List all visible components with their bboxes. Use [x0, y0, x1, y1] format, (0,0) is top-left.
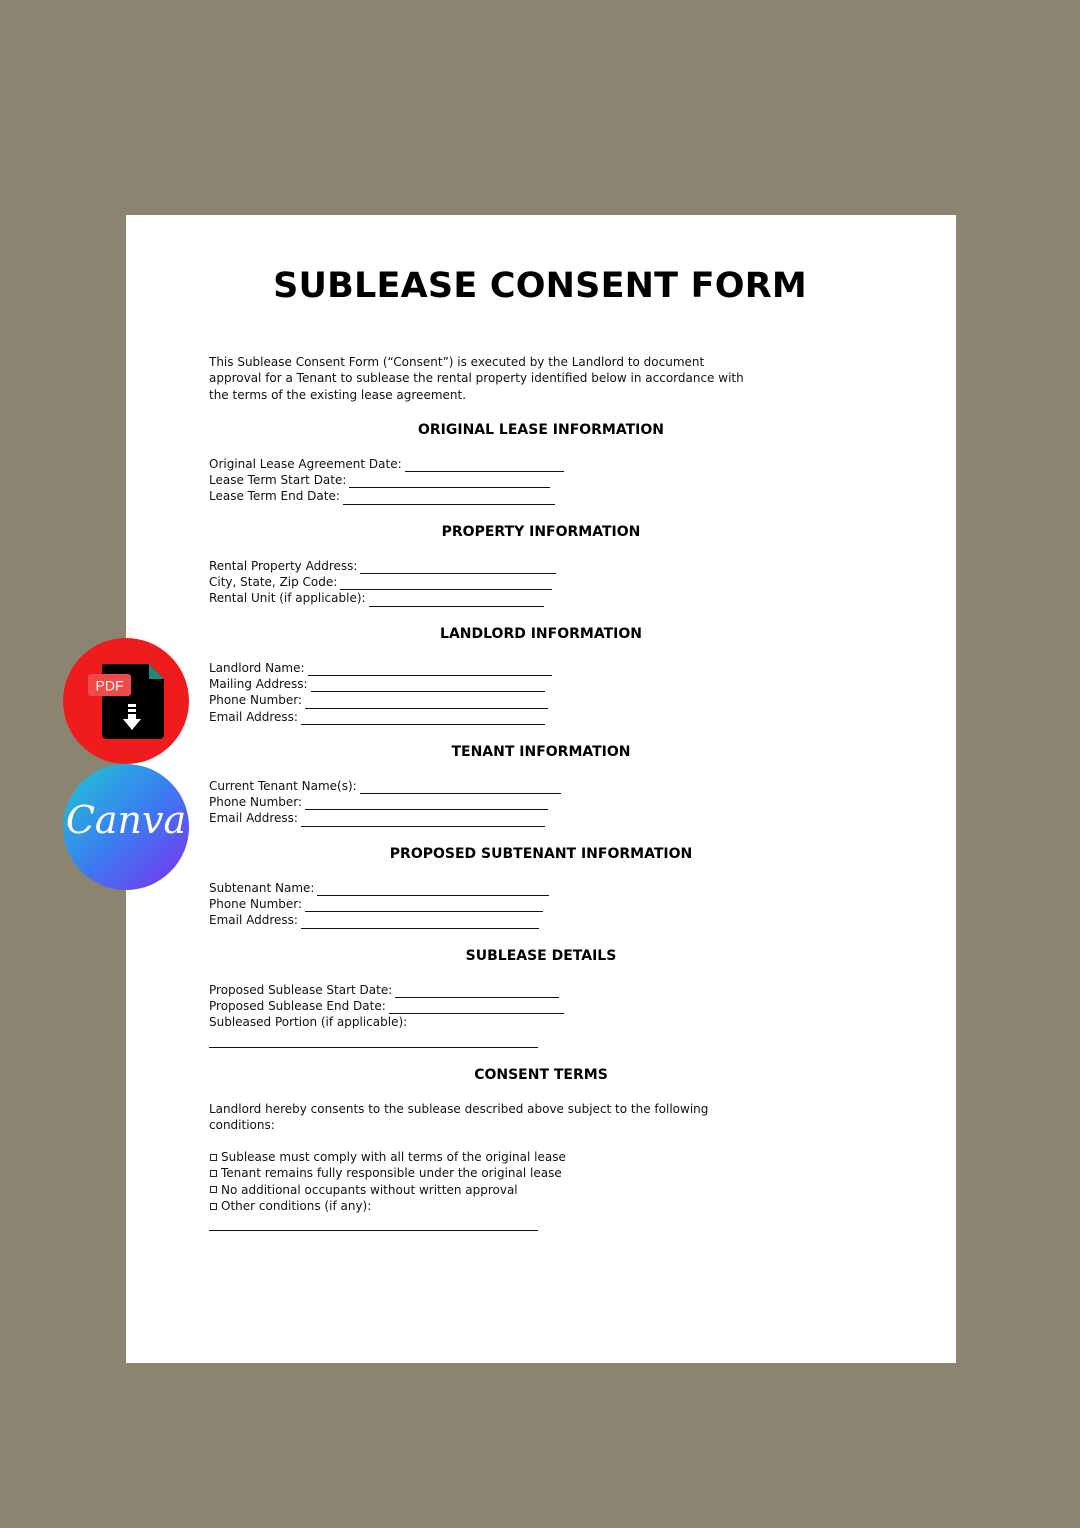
checkbox[interactable]: [210, 1170, 217, 1177]
fill-line[interactable]: [389, 1001, 564, 1014]
checkbox[interactable]: [210, 1154, 217, 1161]
section-heading-property: PROPERTY INFORMATION: [441, 523, 641, 540]
fill-line[interactable]: [305, 797, 548, 810]
fill-line[interactable]: [360, 561, 556, 574]
pdf-download-icon: [63, 638, 189, 764]
fill-line[interactable]: [301, 712, 545, 725]
field-label: Subleased Portion (if applicable):: [209, 1015, 408, 1030]
condition-label: Other conditions (if any):: [221, 1199, 372, 1214]
field-current-tenant-name[interactable]: [209, 778, 769, 794]
fill-line[interactable]: [360, 781, 561, 794]
field-label: Lease Term End Date:: [209, 489, 340, 504]
condition-item[interactable]: [209, 1165, 769, 1181]
field-label: Lease Term Start Date:: [209, 473, 347, 488]
field-label: Email Address:: [209, 913, 298, 928]
fill-line[interactable]: [340, 577, 552, 590]
field-city-state-zip[interactable]: [209, 574, 769, 590]
field-label: Original Lease Agreement Date:: [209, 456, 402, 471]
document-title: SUBLEASE CONSENT FORM: [273, 266, 807, 306]
field-mailing-address[interactable]: [209, 676, 769, 692]
fill-line[interactable]: [301, 916, 539, 929]
section-heading-tenant: TENANT INFORMATION: [451, 743, 631, 760]
fill-line[interactable]: [369, 594, 544, 607]
document-content: [209, 354, 769, 1231]
field-sublease-end[interactable]: [209, 998, 769, 1014]
checkbox[interactable]: [210, 1186, 217, 1193]
field-landlord-name[interactable]: [209, 660, 769, 676]
field-label: City, State, Zip Code:: [209, 575, 338, 590]
intro-paragraph: This Sublease Consent Form (“Consent”) is executed by the Landlord to document approval for a Tenant to sublease the rental property identified below in accordance with the terms of the existing lease agreement.: [209, 355, 744, 402]
field-label: Proposed Sublease End Date:: [209, 998, 386, 1013]
field-label: Subtenant Name:: [209, 880, 315, 895]
field-lease-term-end[interactable]: [209, 488, 769, 504]
field-label: Rental Unit (if applicable):: [209, 591, 366, 606]
field-label: Rental Property Address:: [209, 558, 358, 573]
condition-item[interactable]: [209, 1198, 769, 1214]
field-rental-unit[interactable]: [209, 590, 769, 606]
section-heading-consent-terms: CONSENT TERMS: [474, 1066, 608, 1083]
fill-line[interactable]: [308, 663, 552, 676]
condition-label: Tenant remains fully responsible under the original lease: [221, 1166, 562, 1181]
fill-line[interactable]: [317, 883, 549, 896]
condition-label: No additional occupants without written approval: [221, 1182, 518, 1197]
field-label: Phone Number:: [209, 795, 303, 810]
fill-line[interactable]: [305, 696, 548, 709]
field-landlord-phone[interactable]: [209, 692, 769, 708]
field-rental-property-address[interactable]: [209, 558, 769, 574]
section-heading-original-lease: ORIGINAL LEASE INFORMATION: [417, 421, 664, 438]
field-subtenant-phone[interactable]: [209, 896, 769, 912]
field-sublease-start[interactable]: [209, 982, 769, 998]
field-tenant-email[interactable]: [209, 810, 769, 826]
canva-badge[interactable]: [63, 764, 189, 890]
field-label: Phone Number:: [209, 693, 303, 708]
consent-statement: Landlord hereby consents to the sublease described above subject to the following conditions:: [209, 1101, 709, 1132]
condition-label: Sublease must comply with all terms of the original lease: [221, 1150, 566, 1165]
section-heading-sublease-details: SUBLEASE DETAILS: [465, 947, 617, 964]
pdf-download-badge[interactable]: [63, 638, 189, 764]
fill-line-other-conditions[interactable]: [209, 1216, 538, 1231]
field-label: Mailing Address:: [209, 676, 308, 691]
field-subtenant-name[interactable]: [209, 880, 769, 896]
pdf-label: PDF: [95, 677, 124, 694]
section-heading-landlord: LANDLORD INFORMATION: [440, 625, 642, 642]
field-label: Email Address:: [209, 709, 298, 724]
fill-line[interactable]: [301, 814, 545, 827]
field-subleased-portion: [209, 1014, 769, 1030]
fill-line[interactable]: [349, 475, 550, 488]
fill-line[interactable]: [405, 459, 564, 472]
field-label: Proposed Sublease Start Date:: [209, 982, 393, 997]
field-label: Current Tenant Name(s):: [209, 778, 357, 793]
field-landlord-email[interactable]: [209, 709, 769, 725]
field-label: Phone Number:: [209, 897, 303, 912]
condition-item[interactable]: [209, 1182, 769, 1198]
fill-line[interactable]: [395, 985, 559, 998]
field-lease-term-start[interactable]: [209, 472, 769, 488]
field-label: Landlord Name:: [209, 660, 305, 675]
canva-logo: Canva: [65, 798, 187, 842]
condition-item[interactable]: [209, 1149, 769, 1165]
section-heading-subtenant: PROPOSED SUBTENANT INFORMATION: [389, 845, 693, 862]
field-original-lease-date[interactable]: [209, 456, 769, 472]
field-subtenant-email[interactable]: [209, 912, 769, 928]
fill-line[interactable]: [311, 679, 545, 692]
fill-line[interactable]: [305, 899, 543, 912]
field-label: Email Address:: [209, 811, 298, 826]
field-tenant-phone[interactable]: [209, 794, 769, 810]
checkbox[interactable]: [210, 1203, 217, 1210]
fill-line-subleased-portion[interactable]: [209, 1033, 538, 1048]
fill-line[interactable]: [343, 492, 555, 505]
